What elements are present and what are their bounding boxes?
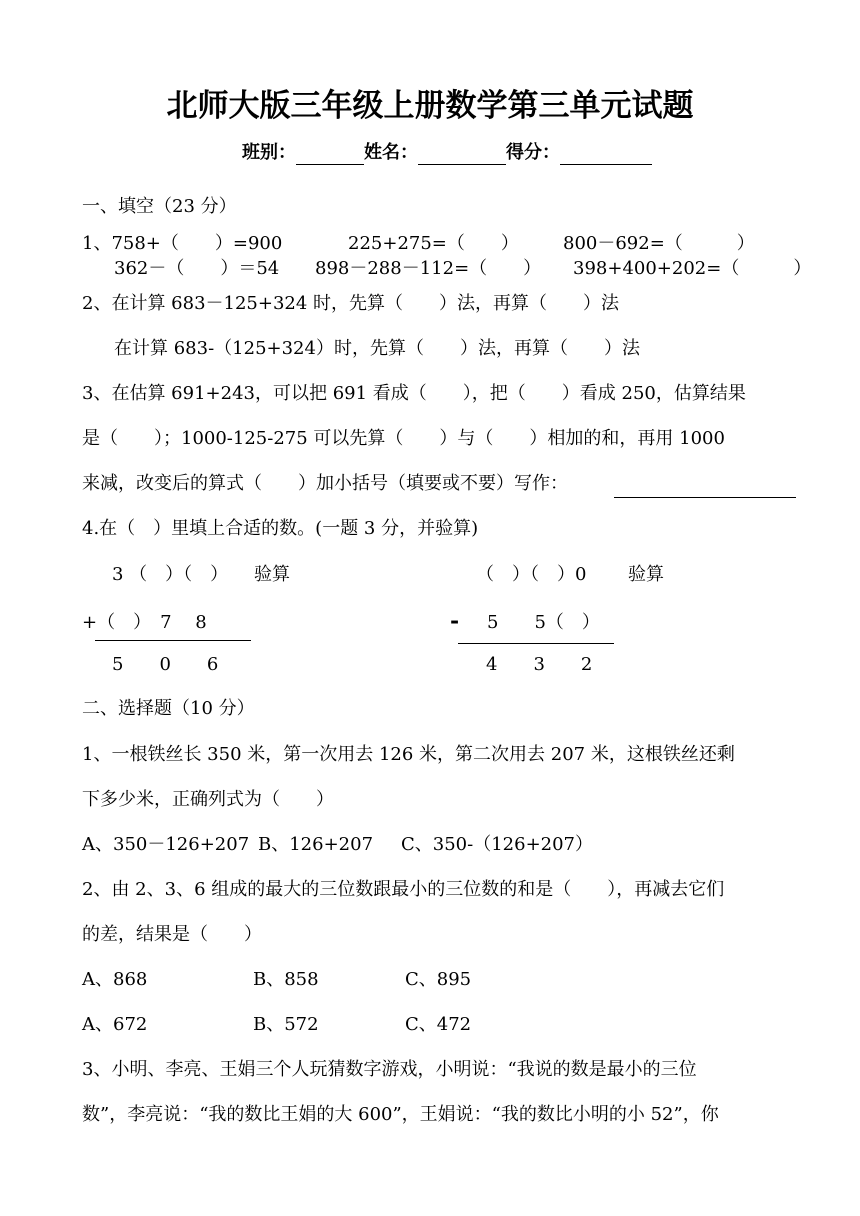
p2-q1-option-a: A、350－126+207 [82,834,250,855]
vcalc-right-check: 验算 [628,564,664,585]
p2-q2-option-a2: A、672 [82,1014,148,1035]
q3-line-1: 3、在估算 691+243，可以把 691 看成（ ），把（ ）看成 250，估算结果 [82,383,746,404]
p2-q1-line-2: 下多少米，正确列式为（ ） [82,789,334,810]
class-label: 班别： [242,142,296,163]
q1-expr-1: 1、758+（ ）=900 [82,233,283,254]
p2-q2-line-1: 2、由 2、3、6 组成的最大的三位数跟最小的三位数的和是（ ），再减去它们 [82,879,725,900]
q1-expr-6: 398+400+202=（ ） [573,258,812,279]
vcalc-left-row1: 3 （ ）（ ） [112,564,229,585]
score-blank[interactable] [560,144,652,165]
section-heading-choice: 二、选择题（10 分） [82,698,255,719]
vcalc-right-row1: （ ）（ ）0 [476,564,587,585]
class-blank[interactable] [296,144,364,165]
p2-q1-option-b: B、126+207 [258,834,374,855]
vcalc-left-row2: +（ ） 7 8 [82,612,207,633]
vcalc-right-minus-sign: - [450,608,460,634]
p2-q2-option-c2: C、472 [405,1014,472,1035]
p2-q1-line-1: 1、一根铁丝长 350 米，第一次用去 126 米，第二次用去 207 米，这根铁丝还剩 [82,744,735,765]
q1-expr-2: 225+275=（ ） [348,233,519,254]
p2-q2-option-b1: B、858 [253,969,319,990]
p2-q2-option-c1: C、895 [405,969,472,990]
q1-expr-4: 362－（ ）＝54 [114,258,280,279]
p2-q3-line-2: 数”，李亮说：“我的数比王娟的大 600”，王娟说：“我的数比小明的小 52”，你 [82,1104,719,1125]
p2-q1-option-c: C、350-（126+207） [401,834,594,855]
vcalc-right-row2: 5 5（ ） [487,612,600,633]
student-info-line [242,141,652,165]
q1-expr-3: 800－692=（ ） [563,233,755,254]
score-label: 得分： [506,142,560,163]
p2-q2-option-b2: B、572 [253,1014,319,1035]
q2-line-2: 在计算 683-（125+324）时，先算（ ）法，再算（ ）法 [114,338,640,359]
vcalc-left-check: 验算 [254,564,290,585]
q3-line-2: 是（ ）；1000-125-275 可以先算（ ）与（ ）相加的和，再用 1000 [82,428,725,449]
vcalc-right-row3: 4 3 2 [486,654,593,675]
q1-expr-5: 898－288－112=（ ） [315,258,542,279]
vcalc-right-rule [458,643,614,644]
page-title: 北师大版三年级上册数学第三单元试题 [166,88,694,124]
q3-answer-blank[interactable] [614,497,796,498]
name-label: 姓名： [364,142,418,163]
q2-line-1: 2、在计算 683－125+324 时，先算（ ）法，再算（ ）法 [82,293,620,314]
name-blank[interactable] [418,144,506,165]
p2-q3-line-1: 3、小明、李亮、王娟三个人玩猜数字游戏，小明说：“我说的数是最小的三位 [82,1059,697,1080]
section-heading-fill-blank: 一、填空（23 分） [82,196,237,217]
p2-q2-line-2: 的差，结果是（ ） [82,924,262,945]
p2-q2-option-a1: A、868 [82,969,148,990]
q4-instruction: 4.在（ ）里填上合适的数。(一题 3 分，并验算) [82,518,479,539]
q3-line-3: 来减，改变后的算式（ ）加小括号（填要或不要）写作： [82,473,568,494]
vcalc-left-row3: 5 0 6 [112,654,219,675]
vcalc-left-rule [95,640,251,641]
